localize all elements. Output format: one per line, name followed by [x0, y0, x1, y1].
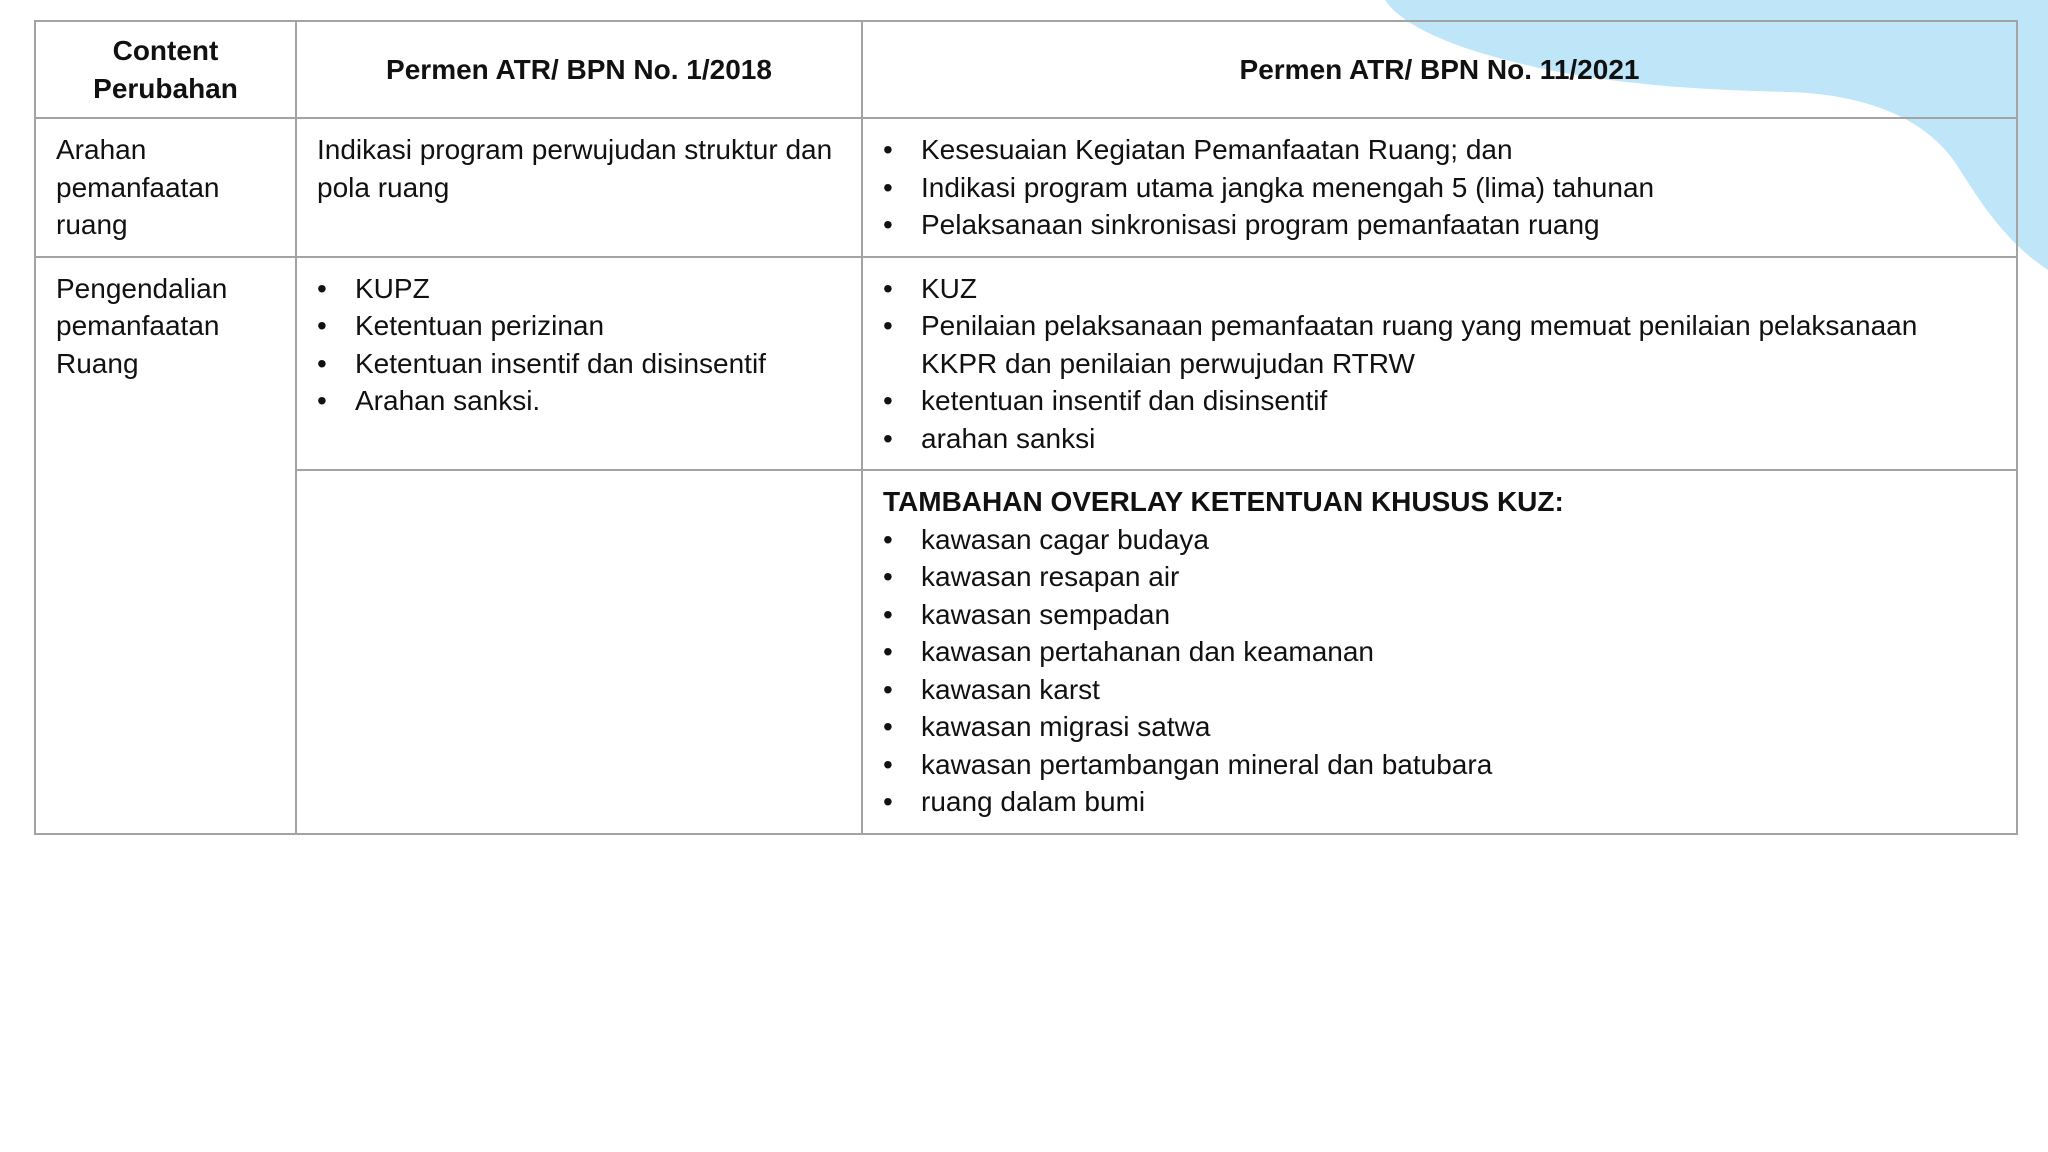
- list-item: • kawasan pertambangan mineral dan batubara: [883, 746, 1996, 784]
- table-row-overlay: [35, 470, 2017, 834]
- header-content-perubahan: Content Perubahan: [35, 21, 296, 118]
- list-2021-pengendalian: [883, 270, 1996, 458]
- list-item: • Ketentuan perizinan: [317, 307, 841, 345]
- list-item: • kawasan karst: [883, 671, 1996, 709]
- row-label-pengendalian: Pengendalian pemanfaatan Ruang: [35, 257, 296, 834]
- header-permen-2021: Permen ATR/ BPN No. 11/2021: [862, 21, 2017, 118]
- header-row: [35, 21, 2017, 118]
- list-item: • kawasan migrasi satwa: [883, 708, 1996, 746]
- list-item: • kawasan resapan air: [883, 558, 1996, 596]
- list-item: • Indikasi program utama jangka menengah 5 (lima) tahunan: [883, 169, 1996, 207]
- list-item: • ketentuan insentif dan disinsentif: [883, 382, 1996, 420]
- list-item: • KUZ: [883, 270, 1996, 308]
- cell-2021-arahan: [862, 118, 2017, 257]
- list-item: • ruang dalam bumi: [883, 783, 1996, 821]
- list-item: • kawasan pertahanan dan keamanan: [883, 633, 1996, 671]
- table-row-pengendalian: [35, 257, 2017, 471]
- list-item: • Pelaksanaan sinkronisasi program pemanfaatan ruang: [883, 206, 1996, 244]
- cell-2021-pengendalian: [862, 257, 2017, 471]
- list-item: • Arahan sanksi.: [317, 382, 841, 420]
- overlay-title: TAMBAHAN OVERLAY KETENTUAN KHUSUS KUZ:: [883, 486, 1564, 517]
- cell-2018-arahan: Indikasi program perwujudan struktur dan pola ruang: [296, 118, 862, 257]
- list-2018-pengendalian: [317, 270, 841, 420]
- list-2021-arahan: [883, 131, 1996, 244]
- list-2021-overlay: [883, 521, 1996, 821]
- list-item: • Penilaian pelaksanaan pemanfaatan ruang yang memuat penilaian pelaksanaan KKPR dan penilaian perwujudan RTRW: [883, 307, 1996, 382]
- list-item: • kawasan sempadan: [883, 596, 1996, 634]
- list-item: • KUPZ: [317, 270, 841, 308]
- table-row-arahan: [35, 118, 2017, 257]
- cell-2018-overlay-empty: [296, 470, 862, 834]
- list-item: • Ketentuan insentif dan disinsentif: [317, 345, 841, 383]
- row-label-arahan: Arahan pemanfaatan ruang: [35, 118, 296, 257]
- list-item: • kawasan cagar budaya: [883, 521, 1996, 559]
- list-item: • Kesesuaian Kegiatan Pemanfaatan Ruang; dan: [883, 131, 1996, 169]
- header-permen-2018: Permen ATR/ BPN No. 1/2018: [296, 21, 862, 118]
- comparison-table: [34, 20, 2018, 835]
- cell-2018-pengendalian: [296, 257, 862, 471]
- cell-2021-overlay: [862, 470, 2017, 834]
- list-item: • arahan sanksi: [883, 420, 1996, 458]
